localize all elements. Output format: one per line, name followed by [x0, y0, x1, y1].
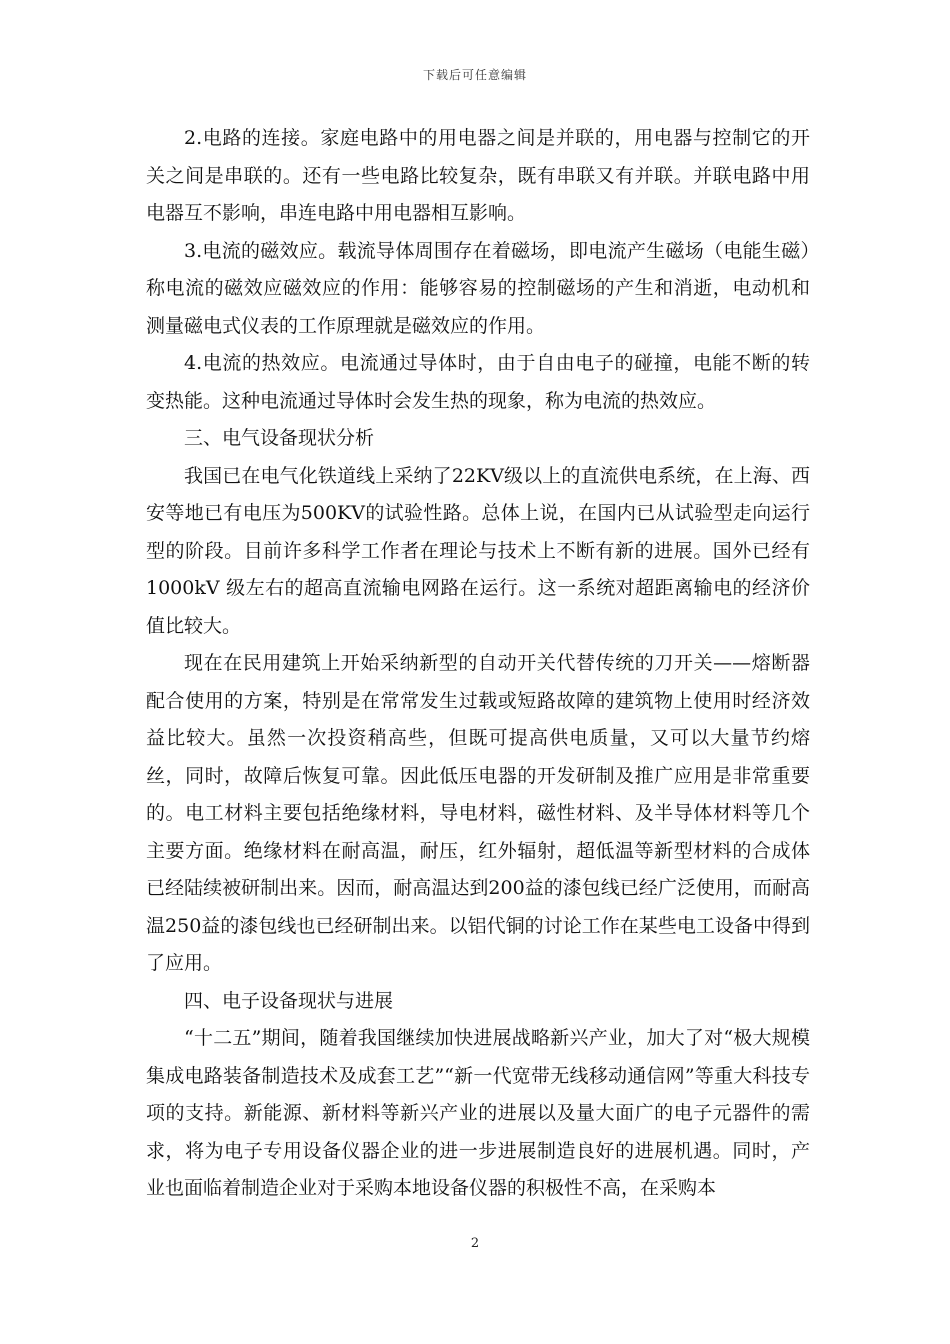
paragraph-dc-power-supply: 我国已在电气化铁道线上采纳了22KV级以上的直流供电系统，在上海、西安等地已有电压为500KV的试验性路。总体上说，在国内已从试验型走向运行型的阶段。目前许多科学工作者在理论与技术上不断有新的进展。国外已经有1000kV 级左右的超高直流输电网路在运行。这一系统对超距离输电的经济价值比较大。 [146, 464, 810, 637]
page-header: 下载后可任意编辑 [422, 68, 527, 82]
paragraph-magnetic-effect: 3.电流的磁效应。载流导体周围存在着磁场，即电流产生磁场（电能生磁）称电流的磁效应磁效应的作用：能够容易的控制磁场的产生和消逝，电动机和测量磁电式仪表的工作原理就是磁效应的作用。 [146, 239, 810, 337]
section-heading-electronic-equipment: 四、电子设备现状与进展 [184, 989, 394, 1012]
document-body [146, 120, 810, 1208]
section-heading-electrical-equipment: 三、电气设备现状分析 [184, 427, 375, 449]
paragraph-thermal-effect: 4.电流的热效应。电流通过导体时，由于自由电子的碰撞，电能不断的转变热能。这种电流通过导体时会发生热的现象，称为电流的热效应。 [146, 352, 810, 412]
paragraph-low-voltage-materials: 现在在民用建筑上开始采纳新型的自动开关代替传统的刀开关——熔断器配合使用的方案，特别是在常常发生过载或短路故障的建筑物上使用时经济效益比较大。虽然一次投资稍高些，但既可提高供电质量，又可以大量节约熔丝，同时，故障后恢复可靠。因此低压电器的开发研制及推广应用是非常重要的。电工材料主要包括绝缘材料，导电材料，磁性材料、及半导体材料等几个主要方面。绝缘材料在耐高温，耐压，红外辐射，超低温等新型材料的合成体已经陆续被研制出来。因而，耐高温达到200益的漆包线已经广泛使用，而耐高温250益的漆包线也已经研制出来。以铝代铜的讨论工作在某些电工设备中得到了应用。 [146, 652, 810, 974]
paragraph-twelfth-five-year: “十二五”期间，随着我国继续加快进展战略新兴产业，加大了对“极大规模集成电路装备制造技术及成套工艺”“新一代宽带无线移动通信网”等重大科技专项的支持。新能源、新材料等新兴产业的进展以及量大面广的电子元器件的需求，将为电子专用设备仪器企业的进一步进展制造良好的进展机遇。同时，产业也面临着制造企业对于采购本地设备仪器的积极性不高，在采购本 [146, 1027, 810, 1199]
page-number: 2 [470, 1236, 480, 1251]
paragraph-circuit-connection: 2.电路的连接。家庭电路中的用电器之间是并联的，用电器与控制它的开关之间是串联的。还有一些电路比较复杂，既有串联又有并联。并联电路中用电器互不影响，串连电路中用电器相互影响。 [146, 127, 810, 224]
